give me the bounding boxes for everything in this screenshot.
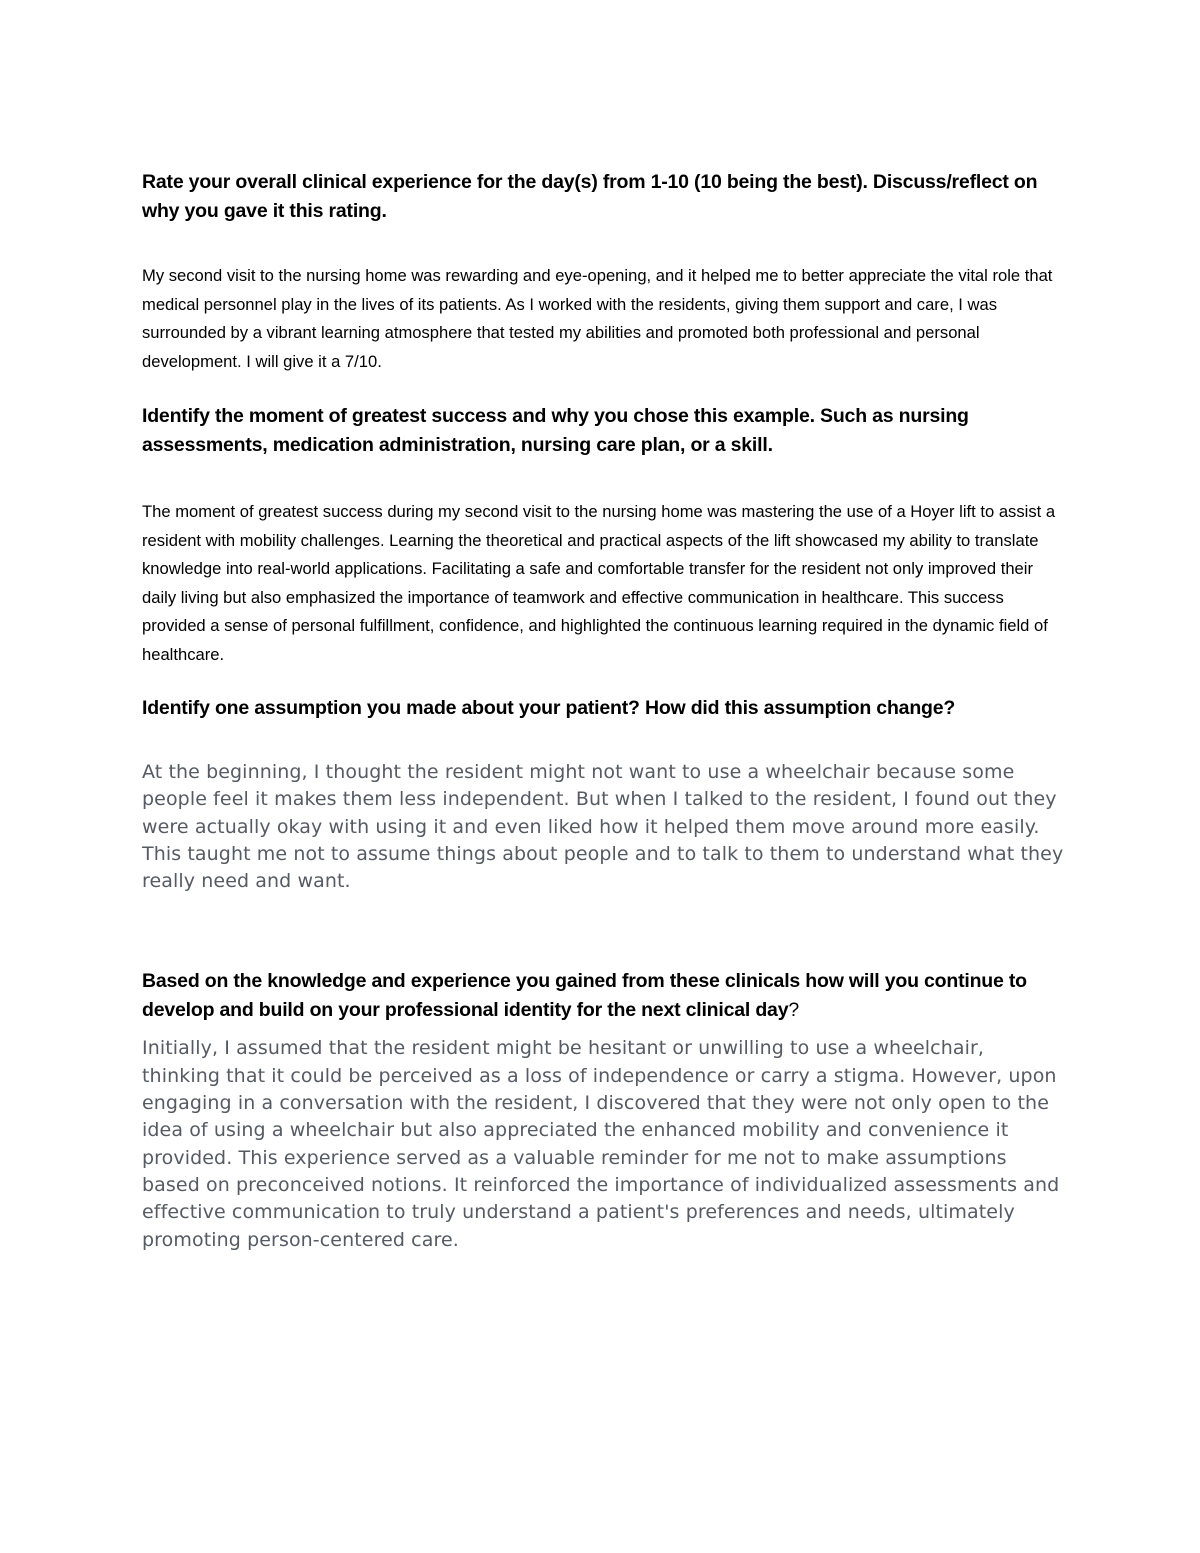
answer-1-text: My second visit to the nursing home was rewarding and eye-opening, and it helped me to better appreciate the vital role that medical personnel play in the lives of its patients. As I worked with the residents, giving them support and care, I was surrounded by a vibrant learning atmosphere that tested my abilities and promoted both professional and personal development. I will give it a 7/10. [142, 266, 1053, 371]
question-1-heading: Rate your overall clinical experience for the day(s) from 1-10 (10 being the best). Discuss/reflect on why you gave it this rating. [142, 171, 1038, 222]
question-4-heading [142, 967, 1067, 1025]
question-2-heading: Identify the moment of greatest success and why you chose this example. Such as nursing assessments, medication administration, nursing care plan, or a skill. [142, 405, 969, 456]
question-4-text: Based on the knowledge and experience you gained from these clinicals how will you continue to develop and build on your professional identity for the next clinical day [142, 970, 1027, 1022]
answer-3-text: At the beginning, I thought the resident might not want to use a wheelchair because some people feel it makes them less independent. But when I talked to the resident, I found out they were actually okay with using it and even liked how it helped them move around more easily. This taught me not to assume things about people and to talk to them to understand what they really need and want. [142, 761, 1064, 893]
question-4-mark: ? [788, 999, 799, 1022]
document-content [142, 168, 1067, 1254]
question-3-heading: Identify one assumption you made about your patient? How did this assumption change? [142, 697, 956, 719]
answer-2-text: The moment of greatest success during my second visit to the nursing home was mastering the use of a Hoyer lift to assist a resident with mobility challenges. Learning the theoretical and practical aspects of the lift showcased my ability to translate knowledge into real-world applications. Facilitating a safe and comfortable transfer for the resident not only improved their daily living but also emphasized the importance of teamwork and effective communication in healthcare. This success provided a sense of personal fulfillment, confidence, and highlighted the continuous learning required in the dynamic field of healthcare. [142, 502, 1056, 664]
answer-4-text: Initially, I assumed that the resident might be hesitant or unwilling to use a wheelchair, thinking that it could be perceived as a loss of independence or carry a stigma. However, upon engaging in a conversation with the resident, I discovered that they were not only open to the idea of using a wheelchair but also appreciated the enhanced mobility and convenience it provided. This experience served as a valuable reminder for me not to make assumptions based on preconceived notions. It reinforced the importance of individualized assessments and effective communication to truly understand a patient's preferences and needs, ultimately promoting person-centered care. [142, 1037, 1060, 1251]
